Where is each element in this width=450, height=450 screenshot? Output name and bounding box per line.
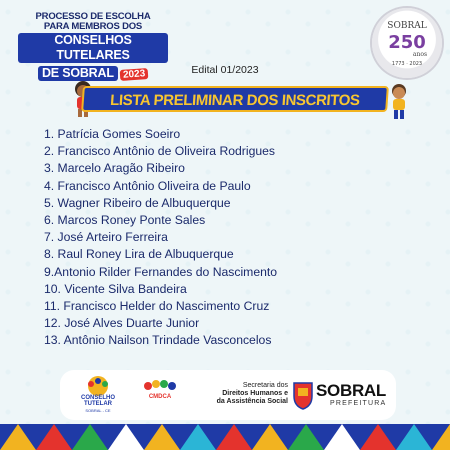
candidate-item: 9.Antonio Rilder Fernandes do Nascimento <box>44 264 278 279</box>
cmdca-label: CMDCA <box>148 394 172 400</box>
secretaria-label <box>210 382 288 406</box>
candidate-item: 12. José Alves Duarte Junior <box>44 316 200 331</box>
ct-label-1: CONSELHO <box>80 395 115 401</box>
candidate-item: 13. Antônio Nailson Trindade Vasconcelos <box>44 333 272 348</box>
candidate-item: 4. Francisco Antônio Oliveira de Paulo <box>44 178 251 193</box>
ct-label-3: SOBRAL - CE <box>85 408 111 413</box>
candidate-list <box>44 126 434 350</box>
seal-years: 1773 · 2023 <box>391 61 423 67</box>
candidate-item: 10. Vicente Silva Bandeira <box>44 281 187 296</box>
seal-number: 250 <box>388 32 426 53</box>
candidate-item: 6. Marcos Roney Ponte Sales <box>44 213 206 228</box>
ct-label-2: TUTELAR <box>84 401 112 407</box>
coat-of-arms-icon <box>292 380 314 410</box>
partner-logos-bar <box>60 370 396 420</box>
title-line-4: DE SOBRAL <box>38 66 118 81</box>
prefeitura-label: PREFEITURA <box>330 400 387 407</box>
title-line-1: PROCESSO DE ESCOLHA <box>35 11 151 22</box>
list-heading-banner: LISTA PRELIMINAR DOS INSCRITOS <box>81 86 389 112</box>
edital-number: Edital 01/2023 <box>191 64 259 76</box>
candidate-item: 1. Patrícia Gomes Soeiro <box>44 127 181 141</box>
candidate-item: 5. Wagner Ribeiro de Albuquerque <box>44 195 231 210</box>
candidate-item: 7. José Arteiro Ferreira <box>44 230 168 245</box>
seal-city: SOBRAL <box>387 21 427 31</box>
sec-line-1: Secretaria dos <box>242 382 288 389</box>
year-badge: 2023 <box>119 68 148 81</box>
sec-line-2: Direitos Humanos e <box>222 390 288 397</box>
candidate-item: 2. Francisco Antônio de Oliveira Rodrigues <box>44 144 276 159</box>
candidate-item: 8. Raul Roney Lira de Albuquerque <box>44 247 234 262</box>
seal-anos: anos <box>412 51 428 58</box>
candidate-item: 3. Marcelo Aragão Ribeiro <box>44 161 185 176</box>
title-line-3: CONSELHOS TUTELARES <box>18 33 168 63</box>
sec-line-3: da Assistência Social <box>216 398 288 405</box>
title-line-2: PARA MEMBROS DOS <box>43 21 143 32</box>
sobral-wordmark: SOBRAL <box>316 381 386 400</box>
candidate-item: 11. Francisco Helder do Nascimento Cruz <box>44 299 270 314</box>
boy-mascot-icon <box>386 82 412 120</box>
decorative-triangle-strip <box>0 424 450 450</box>
